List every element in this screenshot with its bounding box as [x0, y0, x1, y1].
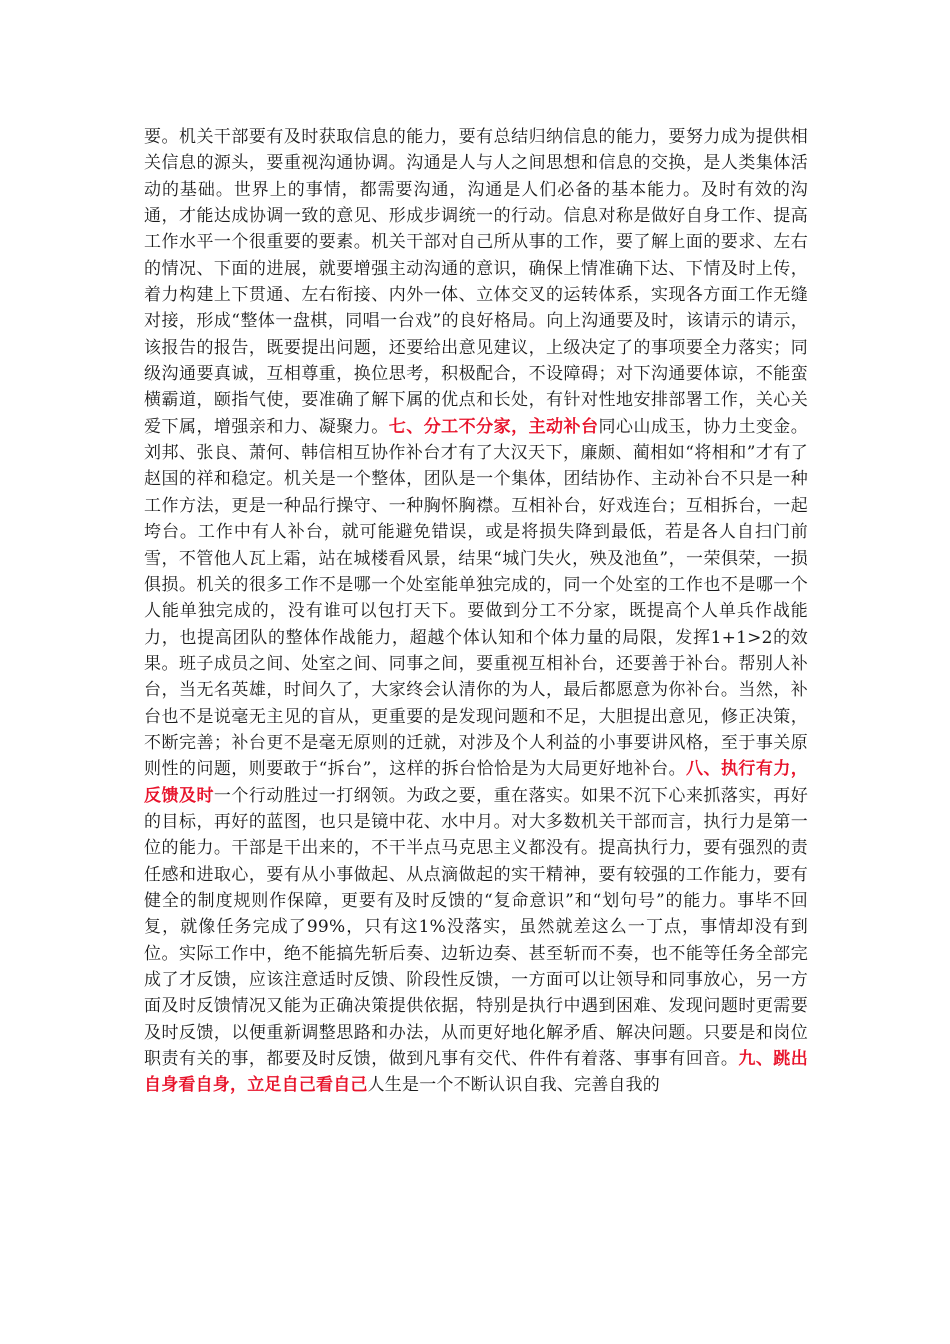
body-paragraph: [144, 124, 808, 1099]
body-text: 同心山成玉，协力土变金。刘邦、张良、萧何、韩信相互协作补台才有了大汉天下，廉颇、蔺相如“将相和”才有了赵国的祥和稳定。机关是一个整体，团队是一个集体，团结协作、主动补台不只是一种工作方法，更是一种品行操守、一种胸怀胸襟。互相补台，好戏连台；互相拆台，一起垮台。工作中有人补台，就可能避免错误，或是将损失降到最低，若是各人自扫门前雪，不管他人瓦上霜，站在城楼看风景，结果“城门失火，殃及池鱼”，一荣俱荣，一损俱损。机关的很多工作不是哪一个处室能单独完成的，同一个处室的工作也不是哪一个人能单独完成的，没有谁可以包打天下。要做到分工不分家，既提高个人单兵作战能力，也提高团队的整体作战能力，超越个体认知和个体力量的局限，发挥1+1>2的效果。班子成员之间、处室之间、同事之间，要重视互相补台，还要善于补台。帮别人补台，当无名英雄，时间久了，大家终会认清你的为人，最后都愿意为你补台。当然，补台也不是说毫无主见的盲从，更重要的是发现问题和不足，大胆提出意见，修正决策，不断完善；补台更不是毫无原则的迁就，对涉及个人利益的小事要讲风格，至于事关原则性的问题，则要敢于“拆台”，这样的拆台恰恰是为大局更好地补台。: [144, 416, 808, 780]
section-heading-7: 七、分工不分家，主动补台: [388, 416, 599, 437]
body-text: 要。机关干部要有及时获取信息的能力，要有总结归纳信息的能力，要努力成为提供相关信息的源头，要重视沟通协调。沟通是人与人之间思想和信息的交换，是人类集体活动的基础。世界上的事情，都需要沟通，沟通是人们必备的基本能力。及时有效的沟通，才能达成协调一致的意见、形成步调统一的行动。信息对称是做好自身工作、提高工作水平一个很重要的要素。机关干部对自己所从事的工作，要了解上面的要求、左右的情况、下面的进展，就要增强主动沟通的意识，确保上情准确下达、下情及时上传，着力构建上下贯通、左右衔接、内外一体、立体交叉的运转体系，实现各方面工作无缝对接，形成“整体一盘棋，同唱一台戏”的良好格局。向上沟通要及时，该请示的请示，该报告的报告，既要提出问题，还要给出意见建议，上级决定了的事项要全力落实；同级沟通要真诚，互相尊重，换位思考，积极配合，不设障碍；对下沟通要体谅，不能蛮横霸道，颐指气使，要准确了解下属的优点和长处，有针对性地安排部署工作，关心关爱下属，增强亲和力、凝聚力。: [144, 127, 808, 437]
body-text: 一个行动胜过一打纲领。为政之要，重在落实。如果不沉下心来抓落实，再好的目标，再好的蓝图，也只是镜中花、水中月。对大多数机关干部而言，执行力是第一位的能力。干部是干出来的，不干半点马克思主义都没有。提高执行力，要有强烈的责任感和进取心，要有从小事做起、从点滴做起的实干精神，要有较强的工作能力，要有健全的制度规则作保障，更要有及时反馈的“复命意识”和“划句号”的能力。事毕不回复，就像任务完成了99%，只有这1%没落实，虽然就差这么一丁点，事情却没有到位。实际工作中，绝不能搞先斩后奏、边斩边奏、甚至斩而不奏，也不能等任务全部完成了才反馈，应该注意适时反馈、阶段性反馈，一方面可以让领导和同事放心，另一方面及时反馈情况又能为正确决策提供依据，特别是执行中遇到困难、发现问题时更需要及时反馈，以便重新调整思路和办法，从而更好地化解矛盾、解决问题。只要是和岗位职责有关的事，都要及时反馈，做到凡事有交代、件件有着落、事事有回音。: [144, 785, 808, 1070]
section-heading-8: 八、执行有力，反馈及时: [144, 759, 808, 806]
document-page: [144, 124, 808, 1099]
body-text: 人生是一个不断认识自我、完善自我的: [367, 1075, 661, 1096]
section-heading-9: 九、跳出自身看自身，立足自己看自己: [144, 1049, 808, 1096]
